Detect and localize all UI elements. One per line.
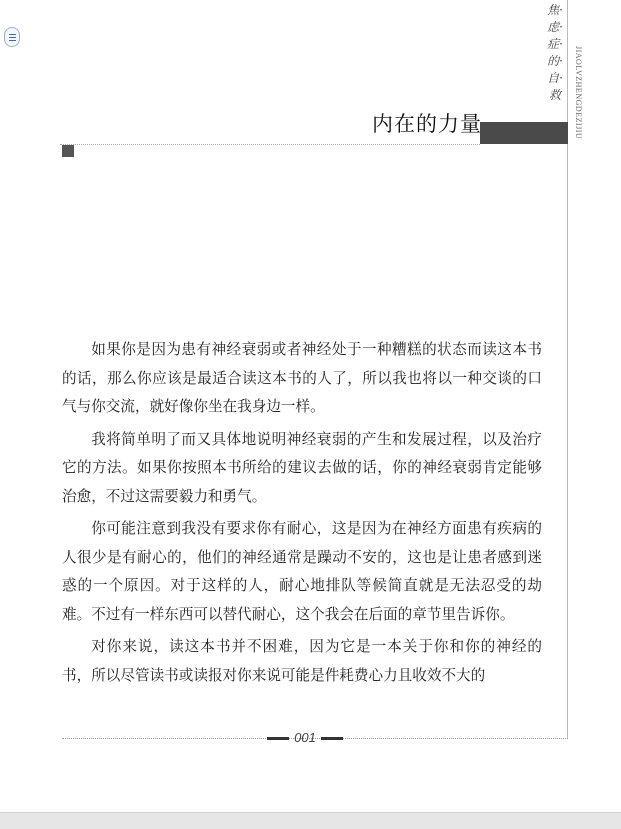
hamburger-icon: [9, 40, 16, 41]
heading-divider: [60, 144, 480, 145]
chapter-title: 内在的力量: [372, 112, 482, 136]
body-text: [62, 336, 542, 694]
heading-bar: [480, 122, 568, 144]
running-title: 焦·虑·症·的·自·救: [547, 3, 563, 102]
paragraph: 对你来说，读这本书并不困难，因为它是一本关于你和你的神经的书，所以尽管读书或读报对你来说可能是件耗费心力且收效不大的: [62, 638, 542, 684]
running-title-pinyin: JIAOLVZHENGDEZIJIU: [574, 46, 583, 140]
paragraph: 你可能注意到我没有要求你有耐心，这是因为在神经方面患有疾病的人很少是有耐心的，他们的神经通常是躁动不安的，这也是让患者感到迷惑的一个原因。对于这样的人，耐心地排队等候简直就是无法忍受的劫难。不过有一样东西可以替代耐心，这个我会在后面的章节里告诉你。: [62, 520, 542, 623]
hamburger-icon: [9, 37, 16, 38]
bottom-scroll-strip[interactable]: [0, 812, 621, 829]
paragraph: 如果你是因为患有神经衰弱或者神经处于一种糟糕的状态而读这本书的话，那么你应该是最适合读这本书的人了，所以我也将以一种交谈的口气与你交流，就好像你坐在我身边一样。: [62, 341, 542, 415]
side-rule: [567, 0, 568, 738]
hamburger-icon: [9, 34, 16, 35]
heading-marker: [62, 145, 74, 157]
paragraph: 我将简单明了而又具体地说明神经衰弱的产生和发展过程，以及治疗它的方法。如果你按照本书所给的建议去做的话，你的神经衰弱肯定能够治愈，不过这需要毅力和勇气。: [62, 430, 542, 505]
menu-button[interactable]: [4, 27, 20, 47]
page-number: 001: [255, 730, 355, 745]
